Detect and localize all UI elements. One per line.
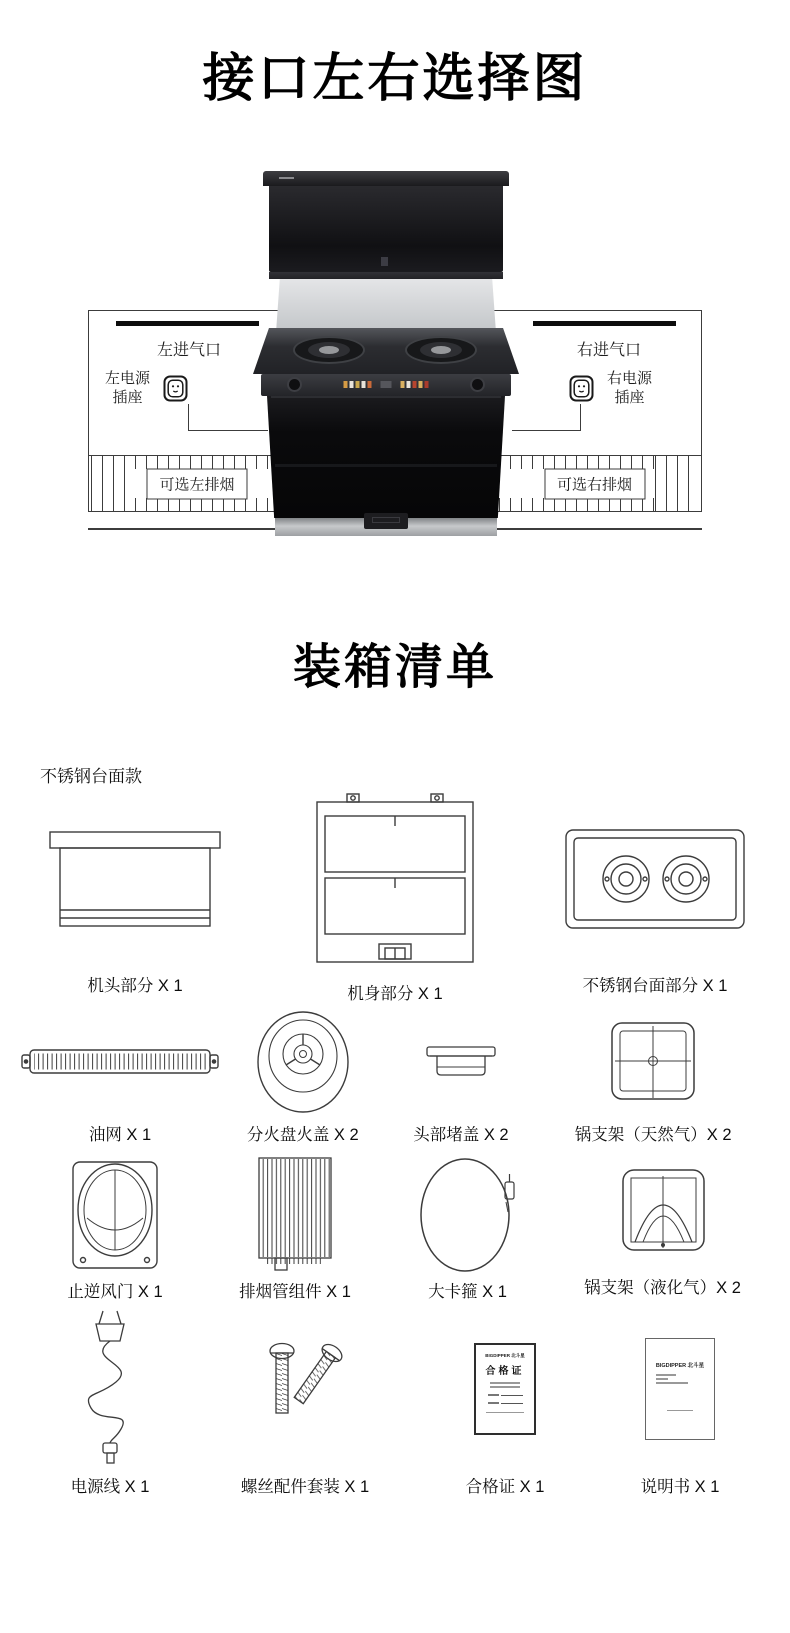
pot-support-lpg-drawing [615, 1152, 711, 1274]
right-power-line2: 插座 [614, 389, 645, 406]
packing-row-1 [0, 788, 790, 1003]
hood-head-drawing [46, 810, 224, 950]
packing-item [210, 1152, 380, 1302]
left-exhaust-label: 可选左排烟 [146, 468, 247, 499]
packing-item-label: 排烟管组件 X 1 [239, 1283, 351, 1301]
hatch-lines [655, 456, 699, 511]
right-gas-inlet-bar [533, 321, 676, 326]
packing-item-label: 机头部分 X 1 [87, 977, 183, 995]
hood-sensor [381, 257, 388, 266]
packing-item [220, 1003, 385, 1149]
power-cord-drawing [72, 1308, 148, 1470]
packing-item-label: 说明书 X 1 [640, 1478, 720, 1496]
pot-support-ng-drawing [607, 1018, 699, 1106]
packing-item-label: 不锈钢台面部分 X 1 [582, 977, 728, 995]
packing-item [250, 788, 540, 1003]
certificate-brand: BIGDIPPER 北斗星 [485, 1353, 525, 1359]
hood-lower-lip [269, 272, 503, 279]
packing-item [600, 1305, 760, 1501]
packing-row-3 [0, 1152, 790, 1302]
packing-item-label: 合格证 X 1 [465, 1478, 545, 1496]
packing-item-label: 分火盘火盖 X 2 [246, 1126, 359, 1144]
left-power-socket-row [105, 369, 188, 407]
control-display [381, 381, 392, 388]
packing-item [555, 1152, 770, 1302]
right-socket-connector-line [512, 404, 581, 431]
packing-item-label: 机身部分 X 1 [347, 985, 443, 1003]
screw-set-drawing [246, 1337, 364, 1441]
packing-item-label: 锅支架（液化气）X 2 [584, 1279, 741, 1297]
packing-item [20, 1305, 200, 1501]
left-power-socket-label [105, 369, 150, 407]
diagram-title: 接口左右选择图 [202, 50, 588, 108]
head-plug-cap-drawing [421, 1041, 501, 1083]
packing-item-label: 大卡箍 X 1 [428, 1283, 507, 1301]
right-power-line1: 右电源 [607, 370, 653, 387]
clamp-drawing [416, 1152, 520, 1278]
cabinet-body [267, 396, 505, 518]
packing-item-label: 头部堵盖 X 2 [413, 1126, 509, 1144]
left-gas-inlet-label: 左进气口 [156, 342, 221, 359]
packing-row-4 [0, 1305, 790, 1501]
oil-mesh-drawing [20, 1042, 220, 1082]
packing-item [536, 1003, 770, 1149]
packing-item [380, 1152, 555, 1302]
countertop-drawing [562, 824, 748, 936]
packing-item [20, 1152, 210, 1302]
right-burner [405, 336, 477, 364]
hood-top-slab [263, 171, 509, 186]
packing-item [540, 788, 770, 1000]
power-socket-icon [569, 375, 594, 402]
left-power-line1: 左电源 [105, 370, 151, 387]
manual-booklet [645, 1338, 715, 1440]
right-gas-inlet-label: 右进气口 [576, 342, 641, 359]
cooktop-surface [253, 328, 519, 374]
packing-item [385, 1003, 536, 1149]
packing-item-label: 螺丝配件套装 X 1 [240, 1478, 370, 1496]
hood-brand-mark [279, 177, 294, 179]
check-valve-drawing [67, 1152, 163, 1278]
left-gas-inlet-bar [116, 321, 259, 326]
hatch-lines [91, 456, 135, 511]
base-foot [364, 513, 408, 529]
right-interface-box [488, 310, 702, 455]
interface-selection-diagram [0, 160, 790, 550]
left-knob [287, 377, 302, 392]
stove-body-drawing [307, 788, 483, 980]
packing-item-label: 油网 X 1 [88, 1126, 152, 1144]
right-knob [470, 377, 485, 392]
left-burner [293, 336, 365, 364]
certificate-card [474, 1343, 536, 1435]
exhaust-duct-drawing [245, 1152, 345, 1278]
control-panel [344, 381, 429, 388]
control-rail [261, 374, 511, 396]
integrated-stove-photo [253, 165, 519, 547]
packing-item [20, 1003, 220, 1149]
drawer-seam [275, 464, 497, 467]
manual-brand: BIGDIPPER 北斗星 [655, 1363, 705, 1369]
power-socket-icon [163, 375, 188, 402]
packing-row-2 [0, 1003, 790, 1149]
packing-item-label: 电源线 X 1 [70, 1478, 150, 1496]
packing-item [200, 1305, 410, 1501]
packing-item [410, 1305, 600, 1501]
countertop-variant-label: 不锈钢台面款 [40, 767, 142, 786]
right-power-socket-row [569, 369, 652, 407]
left-power-line2: 插座 [112, 389, 143, 406]
burner-cap-drawing [247, 1004, 359, 1120]
packing-item-label: 锅支架（天然气）X 2 [574, 1126, 732, 1144]
right-exhaust-label: 可选右排烟 [544, 468, 645, 499]
certificate-title: 合格证 [485, 1366, 525, 1377]
right-power-socket-label [607, 369, 652, 407]
packing-list-title: 装箱清单 [292, 641, 497, 694]
packing-item [20, 788, 250, 1000]
packing-item-label: 止逆风门 X 1 [67, 1283, 163, 1301]
right-exhaust-band [488, 455, 702, 512]
